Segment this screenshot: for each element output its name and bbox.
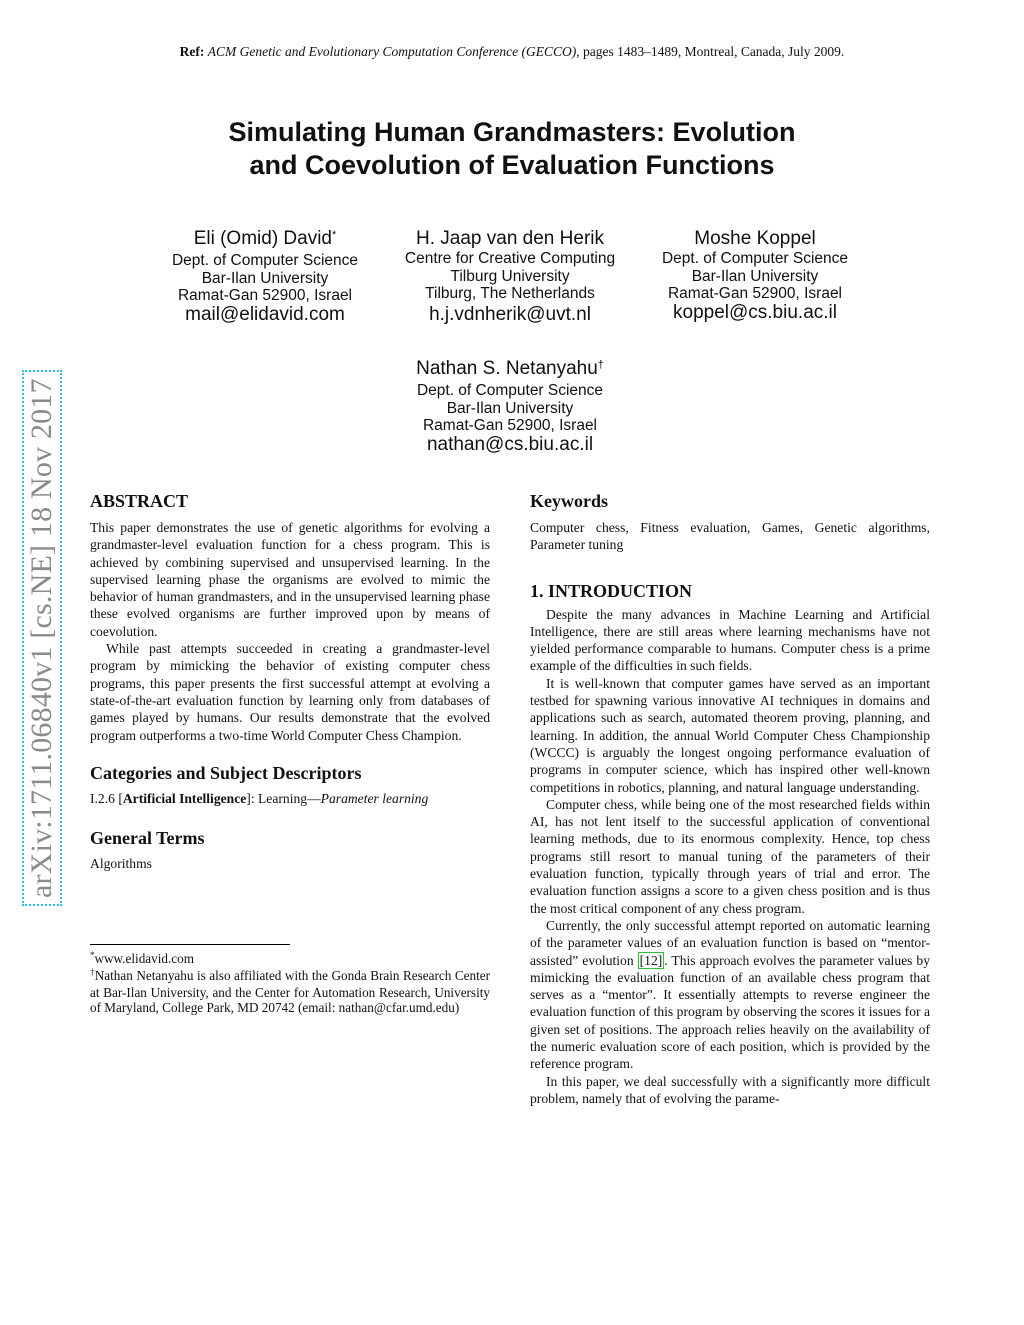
footnote-rule	[90, 944, 290, 945]
author-name: H. Jaap van den Herik	[416, 228, 604, 249]
paper-title	[0, 116, 1024, 182]
author-place: Ramat-Gan 52900, Israel	[177, 287, 353, 304]
author-org: Bar-Ilan University	[446, 399, 574, 417]
author-org: Bar-Ilan University	[201, 269, 329, 287]
author-block-3	[650, 228, 860, 323]
intro-paragraph-5: In this paper, we deal successfully with a significantly more difficult problem, namely that of evolving the parame-	[530, 1073, 930, 1106]
author-block-2	[390, 228, 630, 325]
author-dept: Centre for Creative Computing	[404, 250, 616, 267]
author-block-1	[160, 228, 370, 325]
footnote-mark: †	[90, 967, 95, 977]
left-column	[90, 490, 490, 872]
ref-venue: ACM Genetic and Evolutionary Computation Conference (GECCO)	[207, 44, 577, 59]
categories-code: I.2.6 [	[90, 790, 123, 806]
author-email[interactable]: koppel@cs.biu.ac.il	[673, 301, 837, 323]
introduction-heading: 1. INTRODUCTION	[530, 580, 693, 601]
author-org: Tilburg University	[450, 267, 570, 285]
footnote-2	[90, 968, 490, 1015]
citation-link[interactable]: [12]	[639, 952, 663, 968]
author-name: Nathan S. Netanyahu	[416, 358, 598, 379]
categories-text	[90, 790, 490, 807]
author-email[interactable]: nathan@cs.biu.ac.il	[426, 433, 594, 455]
arxiv-stamp: arXiv:1711.06840v1 [cs.NE] 18 Nov 2017	[22, 370, 62, 906]
keywords-heading: Keywords	[530, 491, 608, 511]
intro-paragraph-3: Computer chess, while being one of the most researched fields within AI, has not lent itself to the successful application of conventional learning methods, due to its enormous complexity. Hence, top chess programs still resort to manual tuning of the parameters of their evaluation function, typically through years of trial and error. The evaluation function assigns a score to a given chess position and is thus the most critical component of any chess program.	[530, 796, 930, 916]
author-place: Ramat-Gan 52900, Israel	[667, 285, 843, 302]
footnote-text: Nathan Netanyahu is also affiliated with the Gonda Brain Research Center at Bar-Ilan University, and the Center for Automation Research, University of Maryland, College Park, MD 20742 (email: nathan@cfar.umd.edu)	[90, 968, 491, 1015]
author-name: Eli (Omid) David	[193, 228, 333, 249]
intro-paragraph-1: Despite the many advances in Machine Learning and Artificial Intelligence, there are still areas where learning mechanisms have not yielded performance comparable to humans. Computer chess is a prime example of the difficulties in such fields.	[530, 606, 930, 674]
ref-details: , pages 1483–1489, Montreal, Canada, July 2009.	[576, 44, 845, 59]
author-place: Tilburg, The Netherlands	[425, 285, 595, 302]
right-column	[530, 490, 930, 1107]
intro-paragraph-4	[530, 917, 930, 1073]
general-terms-text: Algorithms	[90, 856, 152, 872]
reference-line	[0, 44, 1024, 60]
author-email[interactable]: h.j.vdnherik@uvt.nl	[429, 303, 591, 325]
author-name: Moshe Koppel	[694, 228, 816, 249]
abstract-paragraph-1: This paper demonstrates the use of genetic algorithms for evolving a grandmaster-level evaluation function for a chess program. This is achieved by combining supervised and unsupervised learning. In the supervised learning phase the organisms are evolved to mimic the behavior of human grandmasters, and in the unsupervised learning phase these evolved organisms are further improved upon by means of coevolution.	[90, 520, 490, 639]
general-terms-heading: General Terms	[90, 828, 205, 849]
title-line-1: Simulating Human Grandmasters: Evolution	[228, 117, 796, 147]
intro-p4-end: . This approach evolves the parameter values by mimicking the evaluation function of an available chess program that serves as a “mentor”. It essentially attempts to reverse engineer the evaluation function of this program by observing the scores it issues for a given set of positions. The approach relies heavily on the availability of the numeric evaluation score of each position, which is provided by the reference program.	[530, 952, 931, 1072]
footnote-1	[90, 951, 490, 968]
categories-mid: ]: Learning—	[246, 790, 321, 806]
author-dept: Dept. of Computer Science	[661, 250, 849, 267]
keywords-text: Computer chess, Fitness evaluation, Games, Genetic algorithms, Parameter tuning	[530, 520, 930, 553]
author-footnote-mark: *	[332, 229, 337, 241]
categories-heading: Categories and Subject Descriptors	[90, 762, 362, 783]
author-place: Ramat-Gan 52900, Israel	[422, 417, 598, 434]
abstract-paragraph-2: While past attempts succeeded in creating a grandmaster-level program by mimicking the behavior of existing computer chess programs, this paper presents the first successful attempt at evolving a state-of-the-art evaluation function by learning only from databases of games played by humans. Our results demonstrate that the evolved program outperforms a two-time World Computer Chess Champion.	[90, 641, 490, 743]
intro-p4-start: Currently, the only successful attempt reported on automatic learning of the parameter values of an evaluation function is based on “mentor-assisted” evolution	[530, 917, 930, 968]
author-email[interactable]: mail@elidavid.com	[185, 303, 345, 325]
footnote-text: www.elidavid.com	[94, 951, 194, 966]
intro-paragraph-2: It is well-known that computer games have served as an important testbed for spawning various innovative AI techniques in domains and applications such as search, automated theorem proving, planning, and learning. In addition, the annual World Computer Chess Championship (WCCC) is arguably the longest ongoing performance evaluation of programs in computer science, which has inspired other well-known competitions in robotics, planning, and natural language understanding.	[530, 675, 930, 795]
author-block-4	[400, 358, 620, 455]
abstract-heading: ABSTRACT	[90, 491, 189, 511]
title-line-2: and Coevolution of Evaluation Functions	[249, 150, 775, 180]
author-footnote-mark: †	[597, 359, 604, 371]
footnote-mark: *	[90, 950, 95, 960]
categories-italic: Parameter learning	[320, 790, 429, 806]
author-dept: Dept. of Computer Science	[416, 382, 604, 399]
categories-bold: Artificial Intelligence	[122, 790, 247, 806]
author-dept: Dept. of Computer Science	[171, 252, 359, 269]
ref-label: Ref:	[179, 44, 205, 59]
author-org: Bar-Ilan University	[691, 267, 819, 285]
